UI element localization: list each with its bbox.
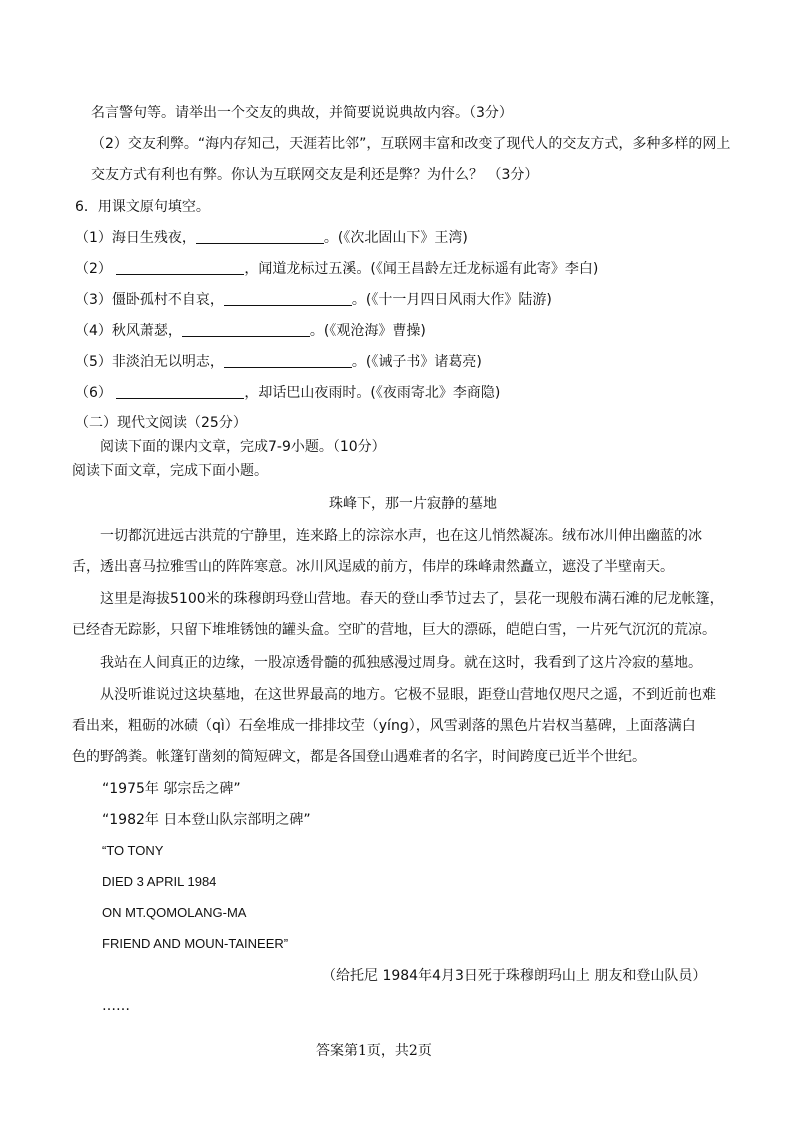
section-heading: （二）现代文阅读（25分） — [75, 415, 247, 431]
epitaph-english-line: “TO TONY — [102, 843, 164, 858]
epitaph-english-line: FRIEND AND MOUN-TAINEER” — [102, 936, 289, 951]
answer-blank — [116, 260, 244, 275]
q6-item-6-prefix: （6） — [75, 385, 117, 401]
article-title: 珠峰下，那一片寂静的墓地 — [329, 496, 497, 512]
q6-item-5-prefix: （5）非淡泊无以明志， — [75, 354, 224, 370]
article-paragraph-line: 从没听谁说过这块墓地，在这世界最高的地方。它极不显眼，距登山营地仅咫尺之遥，不到近前也难 — [100, 687, 716, 703]
q6-item-4 — [75, 321, 426, 341]
q6-item-2-source: ，闻道龙标过五溪。(《闻王昌龄左迁龙标遥有此寄》李白) — [244, 261, 599, 277]
q6-item-3 — [75, 290, 552, 310]
article-paragraph-line: 看出来，粗砺的冰碛（qì）石垒堆成一排排坟茔（yíng），风雪剥落的黑色片岩权当墓碑，上面落满白 — [72, 718, 696, 734]
q6-heading: 6．用课文原句填空。 — [75, 199, 210, 215]
answer-blank — [116, 384, 244, 399]
answer-blank — [224, 353, 352, 368]
q6-item-1 — [75, 228, 468, 248]
answer-blank — [224, 291, 352, 306]
epitaph-line: “1975年 邬宗岳之碑” — [102, 781, 241, 797]
q6-item-5 — [75, 352, 482, 372]
article-paragraph-line: 舌，透出喜马拉雅雪山的阵阵寒意。冰川风逞威的前方，伟岸的珠峰肃然矗立，遮没了半壁南天。 — [72, 559, 674, 575]
q6-item-4-prefix: （4）秋风萧瑟， — [75, 323, 182, 339]
q6-item-6-source: ，却话巴山夜雨时。(《夜雨寄北》李商隐) — [244, 385, 501, 401]
article-paragraph-line: 这里是海拔5100米的珠穆朗玛登山营地。春天的登山季节过去了，昙花一现般布满石滩的尼龙帐篷， — [100, 591, 724, 607]
epitaph-english-line: DIED 3 APRIL 1984 — [102, 874, 217, 889]
q6-item-5-source: 。(《诫子书》诸葛亮) — [351, 354, 482, 370]
epitaph-english-line: ON MT.QOMOLANG-MA — [102, 905, 247, 920]
article-paragraph-line: 已经杳无踪影，只留下堆堆锈蚀的罐头盒。空旷的营地，巨大的漂砾，皑皑白雪，一片死气沉沉的荒凉。 — [72, 622, 716, 638]
q6-item-3-prefix: （3）僵卧孤村不自哀， — [75, 292, 224, 308]
q5-text-line: 名言警句等。请举出一个交友的典故，并简要说说典故内容。（3分） — [91, 105, 513, 121]
q6-item-1-prefix: （1）海日生残夜， — [75, 230, 196, 246]
page-footer: 答案第1页，共2页 — [316, 1043, 432, 1059]
section-instruction: 阅读下面的课内文章，完成7-9小题。（10分） — [100, 439, 386, 455]
article-paragraph-line: 色的野鸽粪。帐篷钉凿刻的简短碑文，都是各国登山遇难者的名字，时间跨度已近半个世纪。 — [72, 749, 646, 765]
answer-blank — [182, 322, 310, 337]
epitaph-line: “1982年 日本登山队宗部明之碑” — [102, 812, 311, 828]
article-paragraph-line: 我站在人间真正的边缘，一股凉透骨髓的孤独感漫过周身。就在这时，我看到了这片冷寂的墓地。 — [100, 655, 702, 671]
section-instruction: 阅读下面文章，完成下面小题。 — [72, 463, 268, 479]
q6-item-3-source: 。(《十一月四日风雨大作》陆游) — [351, 292, 552, 308]
epitaph-translation: （给托尼 1984年4月3日死于珠穆朗玛山上 朋友和登山队员） — [322, 968, 707, 984]
q5-item2-line-cont: 交友方式有利也有弊。你认为互联网交友是利还是弊？为什么？ （3分） — [91, 167, 539, 183]
q6-item-6 — [75, 383, 500, 403]
q6-item-2 — [75, 259, 598, 279]
q6-item-2-prefix: （2） — [75, 261, 117, 277]
q6-item-4-source: 。(《观沧海》曹操) — [309, 323, 426, 339]
q6-item-1-source: 。(《次北固山下》王湾) — [323, 230, 468, 246]
ellipsis: …… — [102, 998, 130, 1014]
answer-blank — [196, 229, 324, 244]
article-paragraph-line: 一切都沉进远古洪荒的宁静里，连来路上的淙淙水声，也在这儿悄然凝冻。绒布冰川伸出幽蓝的冰 — [100, 528, 702, 544]
q5-item2-line: （2）交友利弊。“海内存知己，天涯若比邻”，互联网丰富和改变了现代人的交友方式，多种多样的网上 — [91, 136, 731, 152]
